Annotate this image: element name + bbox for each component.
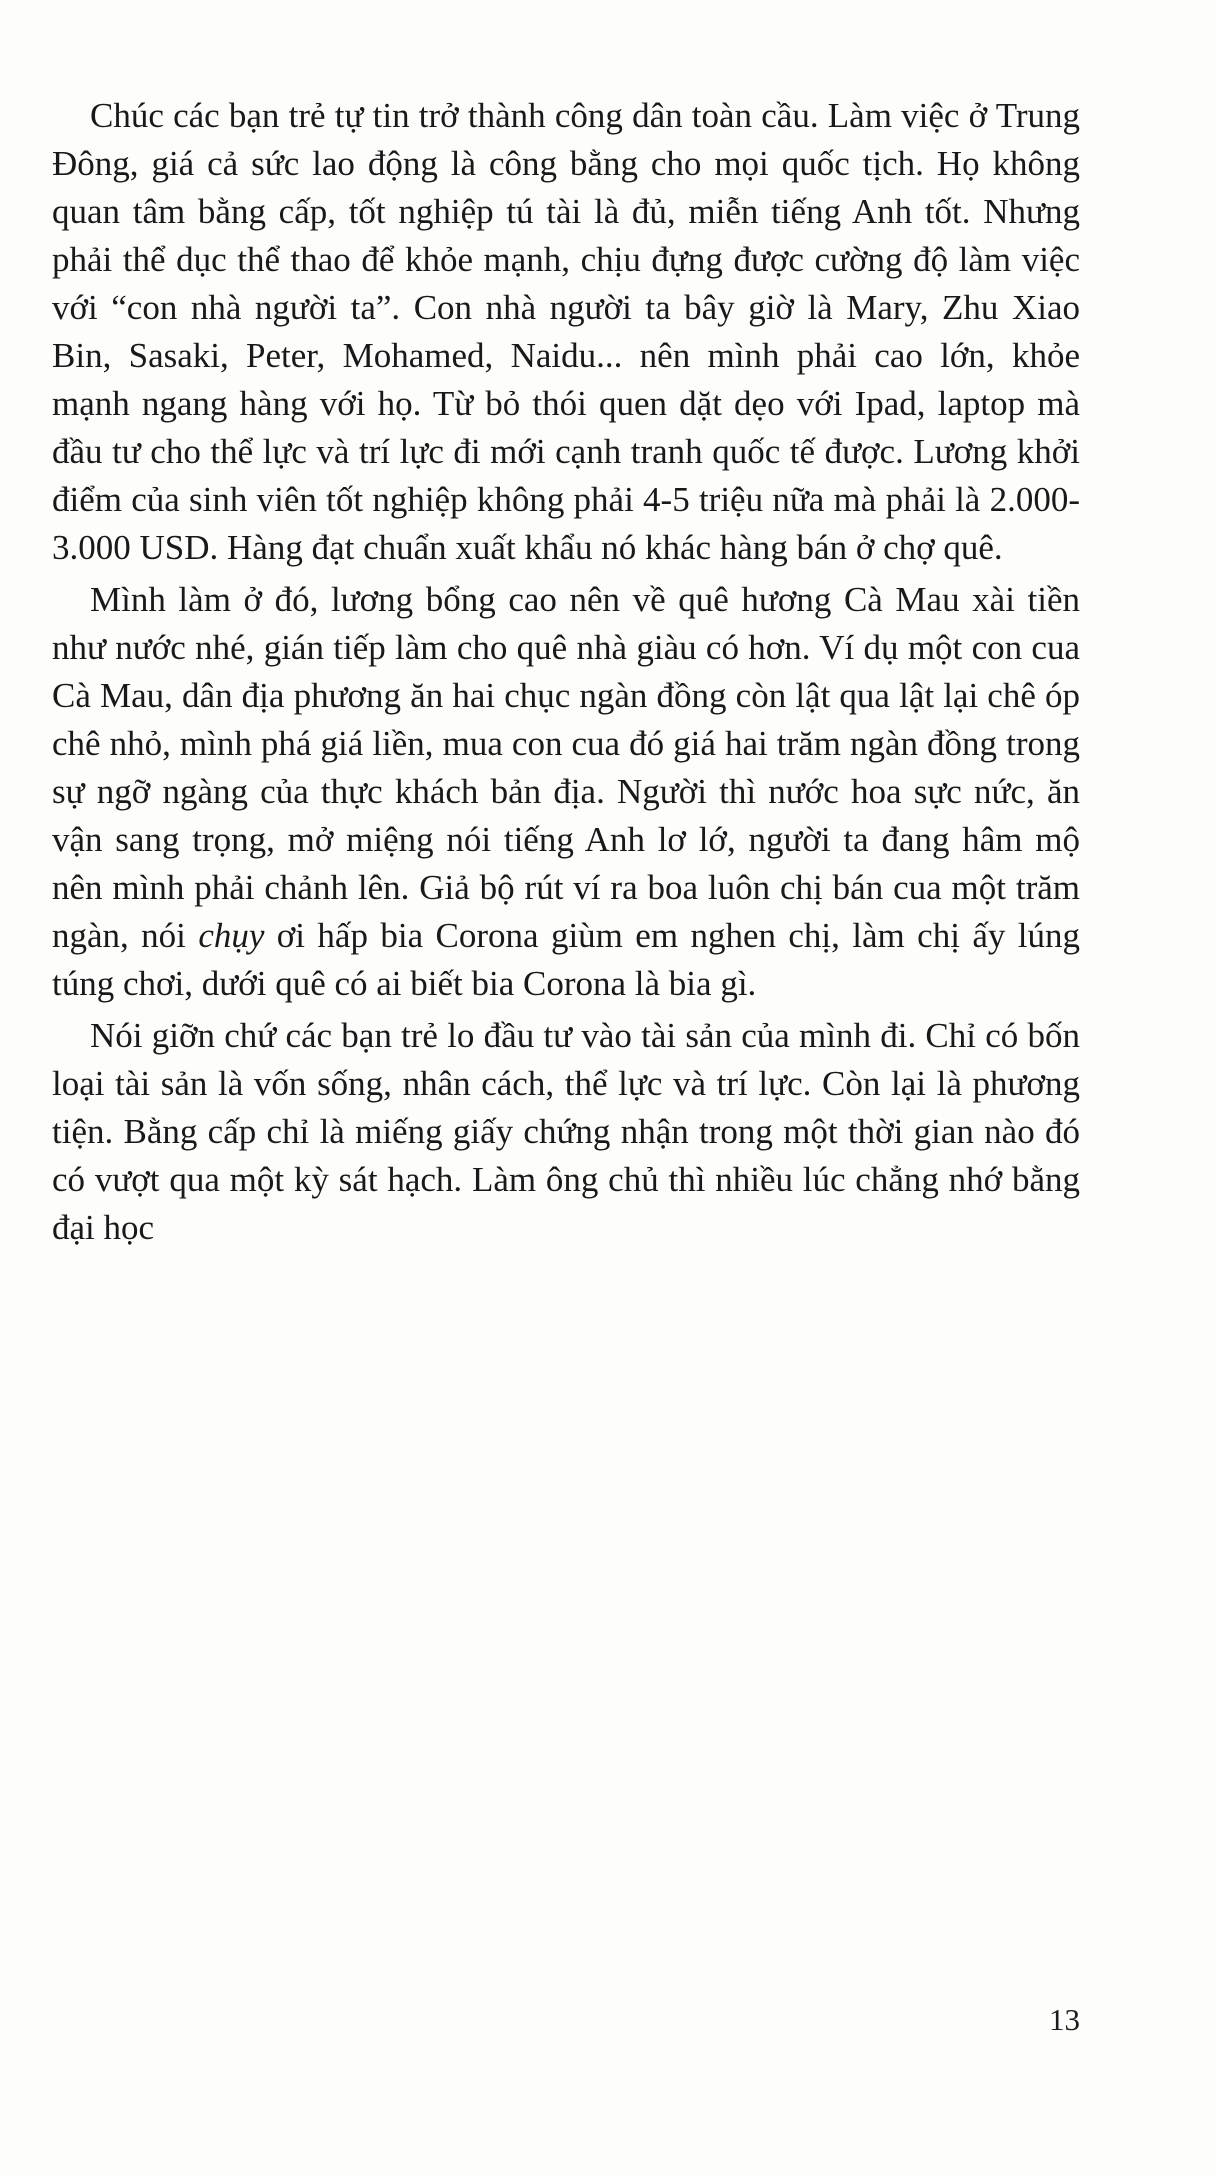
page-number: 13	[1049, 2002, 1080, 2037]
text-run: Nói giỡn chứ các bạn trẻ lo đầu tư vào tài sản của mình đi. Chỉ có bốn loại tài sản là vốn sống, nhân cách, thể lực và trí lực. Còn lại là phương tiện. Bằng cấp chỉ là miếng giấy chứng nhận trong một thời gian nào đó có vượt qua một kỳ sát hạch. Làm ông chủ thì nhiều lúc chẳng nhớ bằng đại học	[52, 1016, 1080, 1247]
paragraph-2	[52, 576, 1080, 1008]
text-run: ơi hấp bia Corona giùm em nghen chị, làm chị ấy lúng túng chơi, dưới quê có ai biết bia Corona là bia gì.	[52, 916, 1080, 1003]
text-run: chụy	[198, 916, 265, 955]
paragraph-1	[52, 92, 1080, 572]
text-run: Chúc các bạn trẻ tự tin trở thành công dân toàn cầu. Làm việc ở Trung Đông, giá cả sức lao động là công bằng cho mọi quốc tịch. Họ không quan tâm bằng cấp, tốt nghiệp tú tài là đủ, miễn tiếng Anh tốt. Nhưng phải thể dục thể thao để khỏe mạnh, chịu đựng được cường độ làm việc với “con nhà người ta”. Con nhà người ta bây giờ là Mary, Zhu Xiao Bin, Sasaki, Peter, Mohamed, Naidu... nên mình phải cao lớn, khỏe mạnh ngang hàng với họ. Từ bỏ thói quen dặt dẹo với Ipad, laptop mà đầu tư cho thể lực và trí lực đi mới cạnh tranh quốc tế được. Lương khởi điểm của sinh viên tốt nghiệp không phải 4-5 triệu nữa mà phải là 2.000-3.000 USD. Hàng đạt chuẩn xuất khẩu nó khác hàng bán ở chợ quê.	[52, 96, 1080, 567]
paragraph-3	[52, 1012, 1080, 1252]
text-run: Mình làm ở đó, lương bổng cao nên về quê hương Cà Mau xài tiền như nước nhé, gián tiếp làm cho quê nhà giàu có hơn. Ví dụ một con cua Cà Mau, dân địa phương ăn hai chục ngàn đồng còn lật qua lật lại chê óp chê nhỏ, mình phá giá liền, mua con cua đó giá hai trăm ngàn đồng trong sự ngỡ ngàng của thực khách bản địa. Người thì nước hoa sực nức, ăn vận sang trọng, mở miệng nói tiếng Anh lơ lớ, người ta đang hâm mộ nên mình phải chảnh lên. Giả bộ rút ví ra boa luôn chị bán cua một trăm ngàn, nói	[52, 580, 1080, 955]
body-text	[52, 92, 1080, 1256]
